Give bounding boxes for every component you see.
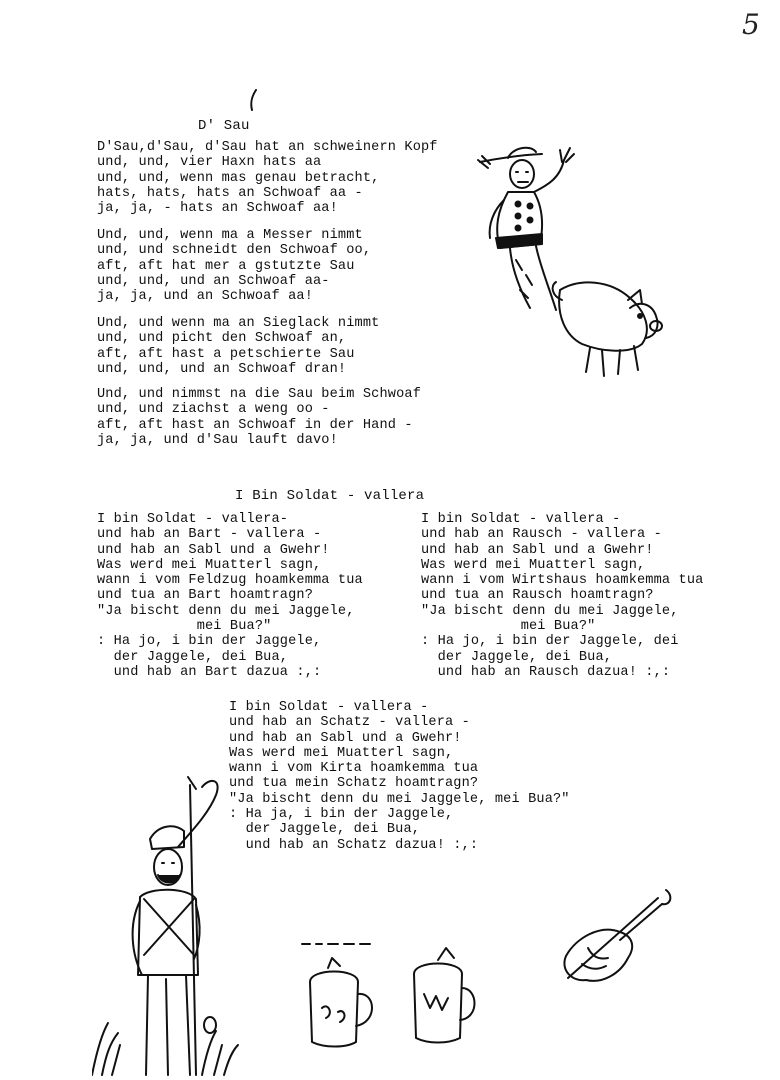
text-line: : Ha ja, i bin der Jaggele, — [229, 807, 454, 823]
pig-eye — [638, 314, 642, 318]
text-line: und tua an Rausch hoamtragn? — [421, 588, 654, 604]
text-line: und hab an Sabl und a Gwehr! — [97, 542, 330, 558]
text-line: aft, aft hast a petschierte Sau — [97, 346, 355, 362]
text-line: der Jaggele, dei Bua, — [229, 822, 421, 838]
text-line: und hab an Rausch - vallera - — [421, 527, 662, 543]
button — [516, 202, 521, 207]
text-line: und, und, wenn mas genau betracht, — [97, 170, 380, 186]
text-line: und, und, und an Schwoaf aa- — [97, 273, 330, 289]
beer-steins-illustration — [298, 938, 488, 1053]
text-line: und, und schneidt den Schwoaf oo, — [97, 243, 372, 259]
head — [510, 160, 534, 188]
text-line: wann i vom Feldzug hoamkemma tua — [97, 573, 363, 589]
button — [528, 204, 533, 209]
page-number: 5 — [742, 8, 760, 41]
text-line: : Ha jo, i bin der Jaggele, dei — [421, 634, 679, 650]
text-line: "Ja bischt denn du mei Jaggele, — [97, 603, 355, 619]
button — [528, 218, 533, 223]
text-line: und tua mein Schatz hoamtragn? — [229, 776, 479, 792]
text-line: "Ja bischt denn du mei Jaggele, mei Bua?" — [229, 791, 570, 807]
stein1-thumb — [328, 958, 340, 968]
text-line: wann i vom Kirta hoamkemma tua — [229, 761, 479, 777]
song2-verse-left — [97, 512, 363, 680]
text-line: Und, und wenn ma an Sieglack nimmt — [97, 316, 380, 331]
pig-body — [559, 282, 647, 350]
text-line: ja, ja, und d'Sau lauft davo! — [97, 432, 338, 448]
text-line: hats, hats, hats an Schwoaf aa - — [97, 185, 363, 201]
text-line: und hab an Rausch dazua! :,: — [421, 664, 671, 680]
text-line: mei Bua?" — [421, 619, 596, 635]
song-title-d-sau: D' Sau — [198, 118, 250, 134]
stein2-thumb — [438, 948, 454, 960]
text-line: D'Sau,d'Sau, d'Sau hat an schweinern Kopf — [97, 140, 438, 155]
text-line: mei Bua?" — [97, 619, 272, 635]
violin-illustration — [558, 882, 678, 992]
text-line: I bin Soldat - vallera - — [421, 512, 621, 527]
text-line: und hab an Schatz dazua! :,: — [229, 837, 479, 853]
text-line: ja, ja, und an Schwoaf aa! — [97, 289, 313, 305]
text-line: I bin Soldat - vallera - — [229, 700, 429, 715]
text-line: Was werd mei Muatterl sagn, — [421, 557, 646, 573]
song-title-soldat: I Bin Soldat - vallera — [235, 488, 425, 504]
song1-stanza-1 — [97, 140, 438, 216]
stein2-body — [414, 974, 462, 1043]
text-line: und tua an Bart hoamtragn? — [97, 588, 313, 604]
hat-brim — [480, 154, 542, 162]
text-line: Und, und, wenn ma a Messer nimmt — [97, 228, 363, 243]
text-line: und, und, vier Haxn hats aa — [97, 155, 322, 171]
stein1-body — [310, 982, 358, 1047]
text-line: wann i vom Wirtshaus hoamkemma tua — [421, 573, 704, 589]
stein1-lid — [310, 972, 358, 983]
text-line: und hab an Schatz - vallera - — [229, 715, 470, 731]
text-line: und hab an Sabl und a Gwehr! — [229, 730, 462, 746]
text-line: "Ja bischt denn du mei Jaggele, — [421, 603, 679, 619]
pencil-stroke — [251, 90, 256, 110]
face — [516, 172, 528, 182]
stein1-decoration — [322, 1006, 344, 1022]
text-line: und hab an Bart dazua :,: — [97, 664, 322, 680]
button — [516, 214, 521, 219]
text-line: Und, und nimmst na die Sau beim Schwoaf — [97, 387, 421, 402]
song1-stanza-4 — [97, 387, 421, 448]
man-riding-pig-illustration — [470, 140, 670, 385]
grass — [92, 1023, 120, 1075]
stein2-decoration — [424, 994, 448, 1010]
text-line: Was werd mei Muatterl sagn, — [229, 745, 454, 761]
text-line: der Jaggele, dei Bua, — [97, 649, 289, 665]
song2-verse-center — [229, 700, 570, 853]
flower — [204, 1017, 216, 1033]
legs — [510, 246, 556, 310]
cross-belts — [144, 899, 194, 955]
text-line: und, und ziachst a weng oo - — [97, 402, 330, 418]
violin-scroll — [662, 890, 670, 904]
text-line: : Ha jo, i bin der Jaggele, — [97, 634, 322, 650]
text-line: aft, aft hat mer a gstutzte Sau — [97, 258, 355, 274]
text-line: ja, ja, - hats an Schwoaf aa! — [97, 201, 338, 217]
text-line: und, und, und an Schwoaf dran! — [97, 361, 347, 377]
text-line: I bin Soldat - vallera- — [97, 512, 289, 527]
violin-f-holes — [582, 948, 608, 969]
text-line: und hab an Bart - vallera - — [97, 527, 322, 543]
text-line: der Jaggele, dei Bua, — [421, 649, 613, 665]
grass — [202, 1031, 238, 1075]
text-line: und hab an Sabl und a Gwehr! — [421, 542, 654, 558]
text-line: aft, aft hast an Schwoaf in der Hand - — [97, 417, 413, 433]
pencil-mark — [246, 88, 262, 112]
soldier-illustration — [92, 775, 242, 1080]
song2-verse-right — [421, 512, 703, 680]
text-line: Was werd mei Muatterl sagn, — [97, 557, 322, 573]
legs — [146, 975, 190, 1075]
song1-stanza-3 — [97, 316, 379, 377]
button — [516, 226, 521, 231]
song1-stanza-2 — [97, 228, 371, 304]
text-line: und, und picht den Schwoaf an, — [97, 331, 347, 347]
pants-hatching — [516, 260, 532, 298]
stein2-lid — [414, 964, 462, 975]
